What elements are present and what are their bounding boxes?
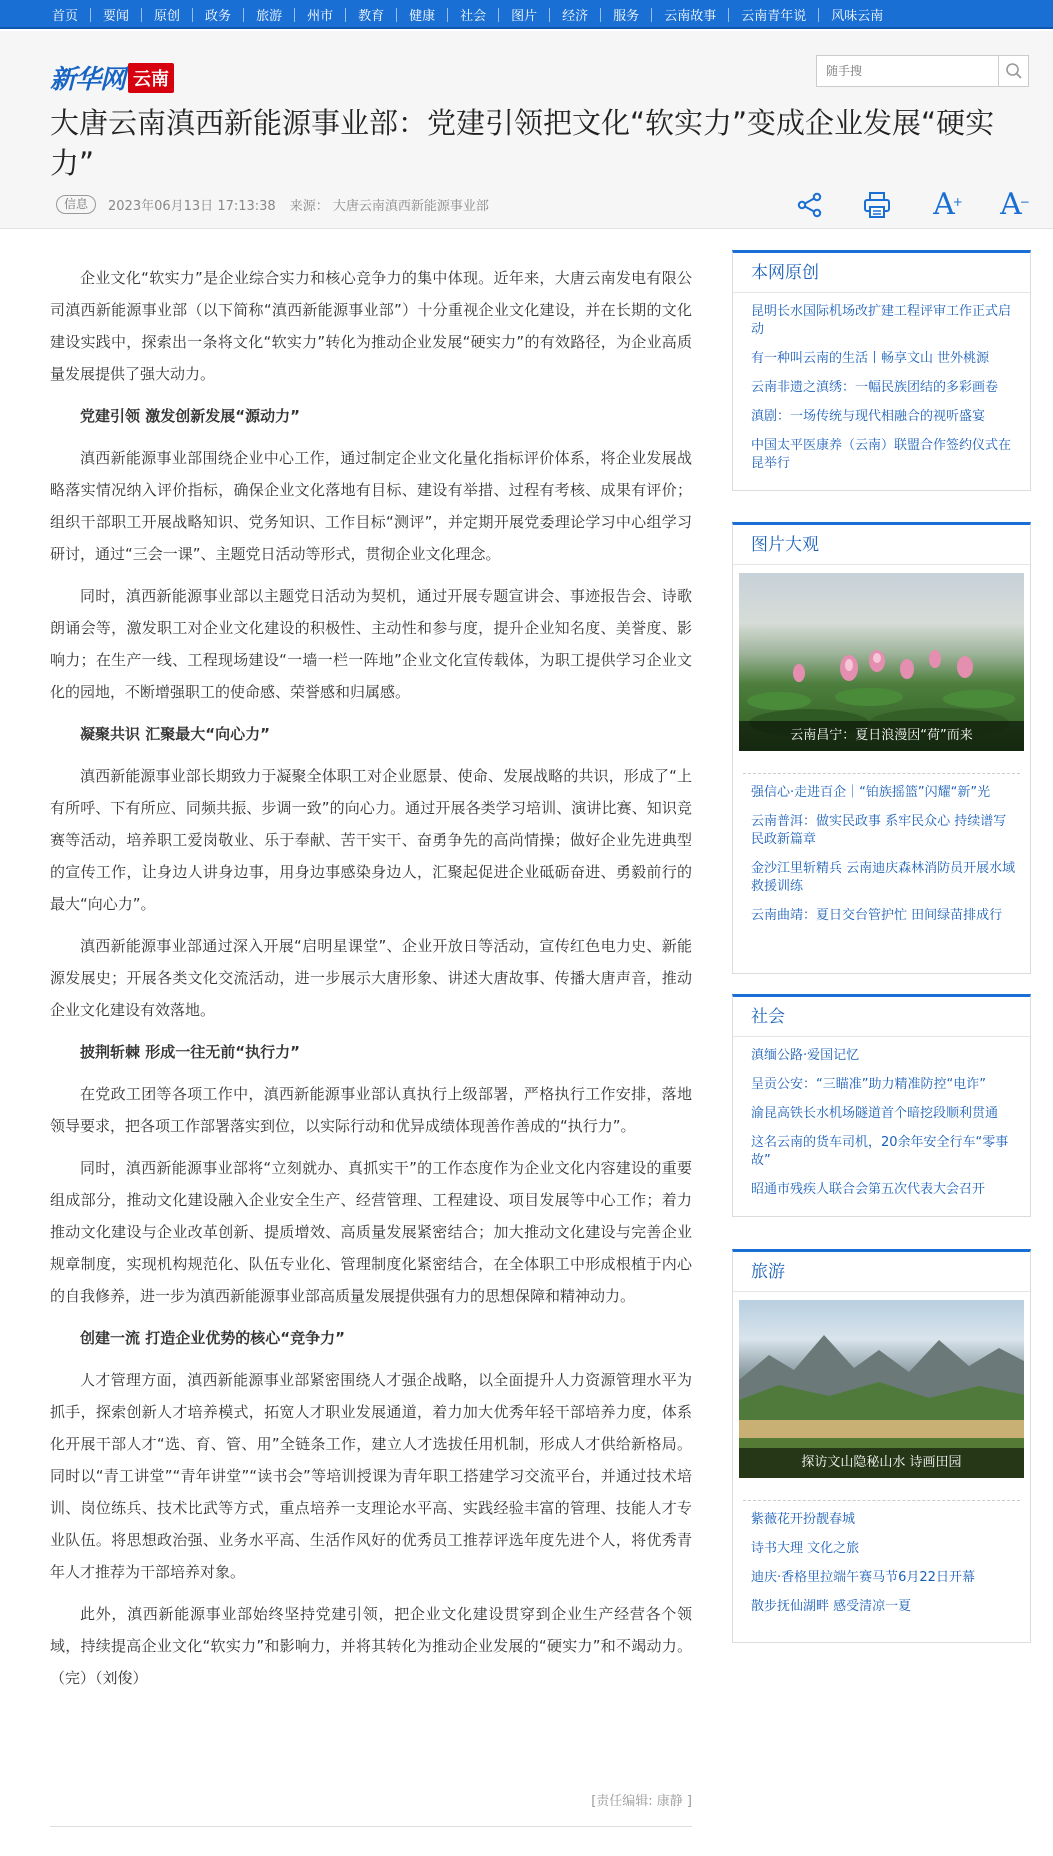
nav-item [294, 0, 345, 29]
nav-item [498, 0, 549, 29]
article-paragraph: 同时，滇西新能源事业部将“立刻就办、真抓实干”的工作态度作为企业文化内容建设的重要组成部分，推动文化建设融入企业安全生产、经营管理、工程建设、项目发展等中心工作；着力推动文化建设与企业改革创新、提质增效、高质量发展紧密结合；加大推动文化建设与完善企业规章制度，实现机构规范化、队伍专业化、管理制度化紧密结合，在全体职工中形成根植于内心的自我修养，进一步为滇西新能源事业部高质量发展提供强有力的思想保障和精神动力。 [50, 1159, 692, 1305]
list-item [751, 1047, 1018, 1065]
logo-main: 新华网 [50, 65, 126, 95]
news-link[interactable]: 强信心·走进百企｜“铂族摇篮”闪耀“新”光 [751, 785, 991, 800]
news-link[interactable]: 云南非遗之滇绣：一幅民族团结的多彩画卷 [751, 380, 999, 395]
nav-item [141, 0, 192, 29]
article-paragraph: 企业文化“软实力”是企业综合实力和核心竞争力的集中体现。近年来，大唐云南发电有限公司滇西新能源事业部（以下简称“滇西新能源事业部”）十分重视企业文化建设，并在长期的文化建设实践中，探索出一条将文化“软实力”转化为推动企业发展“硬实力”的有效路径，为企业高质量发展提供了强大动力。 [50, 269, 692, 383]
nav-link[interactable]: 社会 [460, 9, 487, 24]
article-subheading: 凝聚共识 汇聚最大“向心力” [80, 725, 270, 743]
nav-link[interactable]: 服务 [613, 9, 640, 24]
sidebar-travel-list [733, 1501, 1030, 1633]
list-item [751, 303, 1018, 339]
news-link[interactable]: 这名云南的货车司机，20余年安全行车“零事故” [751, 1135, 1009, 1168]
print-button[interactable] [857, 187, 897, 223]
news-link[interactable]: 渝昆高铁长水机场隧道首个暗挖段顺利贯通 [751, 1106, 999, 1121]
nav-link[interactable]: 图片 [511, 9, 538, 24]
landscape-photo-caption: 探访文山隐秘山水 诗画田园 [739, 1448, 1024, 1478]
sidebar-travel-title: 旅游 [733, 1252, 1030, 1292]
news-link[interactable]: 呈贡公安：“三瞄准”助力精准防控“电诈” [751, 1077, 986, 1092]
nav-link[interactable]: 云南故事 [664, 9, 717, 24]
nav-item [192, 0, 243, 29]
nav-link[interactable]: 经济 [562, 9, 589, 24]
nav-item [600, 0, 651, 29]
page-title: 大唐云南滇西新能源事业部：党建引领把文化“软实力”变成企业发展“硬实力” [50, 106, 995, 180]
sidebar-original [732, 250, 1031, 491]
nav-item [818, 0, 895, 29]
share-button[interactable] [790, 187, 830, 223]
nav-item [728, 0, 818, 29]
font-decrease-button[interactable] [991, 187, 1031, 223]
list-item [751, 860, 1018, 896]
list-item [751, 813, 1018, 849]
site-logo[interactable] [50, 59, 174, 96]
sidebar-pictures [732, 522, 1031, 974]
article-source: 来源： 大唐云南滇西新能源事业部 [289, 199, 489, 214]
article-tools [790, 187, 1031, 223]
list-item [751, 350, 1018, 368]
nav-link[interactable]: 健康 [409, 9, 436, 24]
sidebar-travel [732, 1249, 1031, 1643]
article-meta [56, 195, 489, 214]
sidebar-original-title: 本网原创 [733, 253, 1030, 293]
news-link[interactable]: 有一种叫云南的生活丨畅享文山 世外桃源 [751, 351, 990, 366]
list-item [751, 1105, 1018, 1123]
list-item [751, 1134, 1018, 1170]
nav-item [243, 0, 294, 29]
news-link[interactable]: 滇剧：一场传统与现代相融合的视听盛宴 [751, 409, 986, 424]
share-icon [796, 191, 824, 219]
article-header [0, 31, 1053, 229]
news-link[interactable]: 迪庆·香格里拉端午赛马节6月22日开幕 [751, 1570, 975, 1585]
news-link[interactable]: 昆明长水国际机场改扩建工程评审工作正式启动 [751, 304, 1012, 337]
search-button[interactable] [998, 56, 1028, 86]
nav-item [651, 0, 728, 29]
article-subheading: 披荆斩棘 形成一往无前“执行力” [80, 1043, 300, 1061]
font-increase-icon: A + [933, 187, 963, 222]
nav-link[interactable]: 旅游 [256, 9, 283, 24]
article-paragraph: 此外，滇西新能源事业部始终坚持党建引领，把企业文化建设贯穿到企业生产经营各个领域，持续提高企业文化“软实力”和影响力，并将其转化为推动企业发展的“硬实力”和不竭动力。（完）（刘俊） [50, 1605, 692, 1687]
divider [50, 1826, 692, 1827]
news-link[interactable]: 金沙江里斩精兵 云南迪庆森林消防员开展水域救援训练 [751, 861, 1016, 894]
nav-link[interactable]: 风味云南 [831, 9, 884, 24]
news-link[interactable]: 紫薇花开扮靓春城 [751, 1512, 856, 1527]
news-link[interactable]: 诗书大理 文化之旅 [751, 1541, 860, 1556]
publish-time: 2023年06月13日 17:13:38 [108, 199, 276, 214]
landscape-photo[interactable] [739, 1300, 1024, 1478]
article-paragraph: 同时，滇西新能源事业部以主题党日活动为契机，通过开展专题宣讲会、事迹报告会、诗歌朗诵会等，激发职工对企业文化建设的积极性、主动性和参与度，提升企业知名度、美誉度、影响力；在生产一线、工程现场建设“一墙一栏一阵地”企业文化宣传载体，为职工提供学习企业文化的园地，不断增强职工的使命感、荣誉感和归属感。 [50, 587, 692, 701]
nav-link[interactable]: 要闻 [103, 9, 130, 24]
list-item [751, 784, 1018, 802]
nav-item [40, 0, 90, 29]
list-item [751, 1511, 1018, 1529]
nav-list [0, 0, 1053, 29]
info-badge: 信息 [56, 195, 96, 214]
article-paragraph: 人才管理方面，滇西新能源事业部紧密围绕人才强企战略，以全面提升人力资源管理水平为抓手，探索创新人才培养模式，拓宽人才职业发展通道，着力加大优秀年轻干部培养力度，体系化开展干部人才“选、育、管、用”全链条工作，建立人才选拔任用机制，形成人才供给新格局。同时以“青工讲堂”“青年讲堂”“读书会”等培训授课为青年职工搭建学习交流平台，并通过技术培训、岗位练兵、技术比武等方式，重点培养一支理论水平高、实践经验丰富的管理、技能人才专业队伍。将思想政治强、业务水平高、生活作风好的优秀员工推荐评选年度先进个人，将优秀青年人才推荐为干部培养对象。 [50, 1371, 692, 1581]
news-link[interactable]: 滇缅公路·爱国记忆 [751, 1048, 860, 1063]
news-link[interactable]: 昭通市残疾人联合会第五次代表大会召开 [751, 1182, 986, 1197]
font-increase-button[interactable] [924, 187, 964, 223]
sidebar-society-list [733, 1037, 1030, 1216]
lotus-photo-caption: 云南昌宁：夏日浪漫因“荷”而来 [739, 721, 1024, 751]
logo-region: 云南 [128, 63, 174, 93]
lotus-photo[interactable] [739, 573, 1024, 751]
list-item [751, 1076, 1018, 1094]
search-box [816, 55, 1029, 87]
nav-link[interactable]: 州市 [307, 9, 334, 24]
responsible-editor: [责任编辑: 康静 ] [591, 1794, 692, 1809]
news-link[interactable]: 散步抚仙湖畔 感受清凉一夏 [751, 1599, 912, 1614]
list-item [751, 408, 1018, 426]
list-item [751, 1540, 1018, 1558]
article-paragraph: 滇西新能源事业部围绕企业中心工作，通过制定企业文化量化指标评价体系，将企业发展战略落实情况纳入评价指标，确保企业文化落地有目标、建设有举措、过程有考核、成果有评价；组织干部职工开展战略知识、党务知识、工作目标“测评”，并定期开展党委理论学习中心组学习研讨，通过“三会一课”、主题党日活动等形式，贯彻企业文化理念。 [50, 449, 692, 563]
nav-link[interactable]: 首页 [52, 9, 79, 24]
nav-link[interactable]: 政务 [205, 9, 232, 24]
list-item [751, 379, 1018, 397]
sidebar-pictures-list [733, 774, 1030, 942]
nav-item [345, 0, 396, 29]
nav-item [396, 0, 447, 29]
search-input[interactable] [817, 56, 998, 86]
article-paragraph: 滇西新能源事业部通过深入开展“启明星课堂”、企业开放日等活动，宣传红色电力史、新能源发展史；开展各类文化交流活动，进一步展示大唐形象、讲述大唐故事、传播大唐声音，推动企业文化建设有效落地。 [50, 937, 692, 1019]
list-item [751, 1569, 1018, 1587]
list-item [751, 907, 1018, 925]
nav-link[interactable]: 云南青年说 [741, 9, 807, 24]
news-link[interactable]: 云南曲靖：夏日交台管护忙 田间绿苗排成行 [751, 908, 1003, 923]
search-icon [1005, 62, 1023, 80]
article-paragraph: 在党政工团等各项工作中，滇西新能源事业部认真执行上级部署，严格执行工作安排，落地领导要求，把各项工作部署落实到位，以实际行动和优异成绩体现善作善成的“执行力”。 [50, 1085, 692, 1135]
print-icon [862, 191, 892, 219]
nav-item [447, 0, 498, 29]
news-link[interactable]: 中国太平医康养（云南）联盟合作签约仪式在昆举行 [751, 438, 1012, 471]
article-subheading: 创建一流 打造企业优势的核心“竞争力” [80, 1329, 345, 1347]
list-item [751, 1598, 1018, 1616]
article-paragraph: 滇西新能源事业部长期致力于凝聚全体职工对企业愿景、使命、发展战略的共识，形成了“上有所呼、下有所应、同频共振、步调一致”的向心力。通过开展各类学习培训、演讲比赛、知识竞赛等活动，培养职工爱岗敬业、乐于奉献、苦干实干、奋勇争先的高尚情操；做好企业先进典型的宣传工作，让身边人讲身边事，用身边事感染身边人，汇聚起促进企业砥砺奋进、勇毅前行的最大“向心力”。 [50, 767, 692, 913]
list-item [751, 437, 1018, 473]
nav-item [549, 0, 600, 29]
top-nav [0, 0, 1053, 29]
nav-item [90, 0, 141, 29]
sidebar-pictures-title: 图片大观 [733, 525, 1030, 565]
news-link[interactable]: 云南普洱：做实民政事 系牢民众心 持续谱写民政新篇章 [751, 814, 1007, 847]
list-item [751, 1181, 1018, 1199]
sidebar-original-list [733, 293, 1030, 490]
article-body [50, 262, 692, 1704]
font-decrease-icon: A − [1000, 187, 1030, 222]
nav-link[interactable]: 原创 [154, 9, 181, 24]
nav-link[interactable]: 教育 [358, 9, 385, 24]
article-subheading: 党建引领 激发创新发展“源动力” [80, 407, 300, 425]
sidebar-society-title: 社会 [733, 997, 1030, 1037]
sidebar-society [732, 994, 1031, 1217]
